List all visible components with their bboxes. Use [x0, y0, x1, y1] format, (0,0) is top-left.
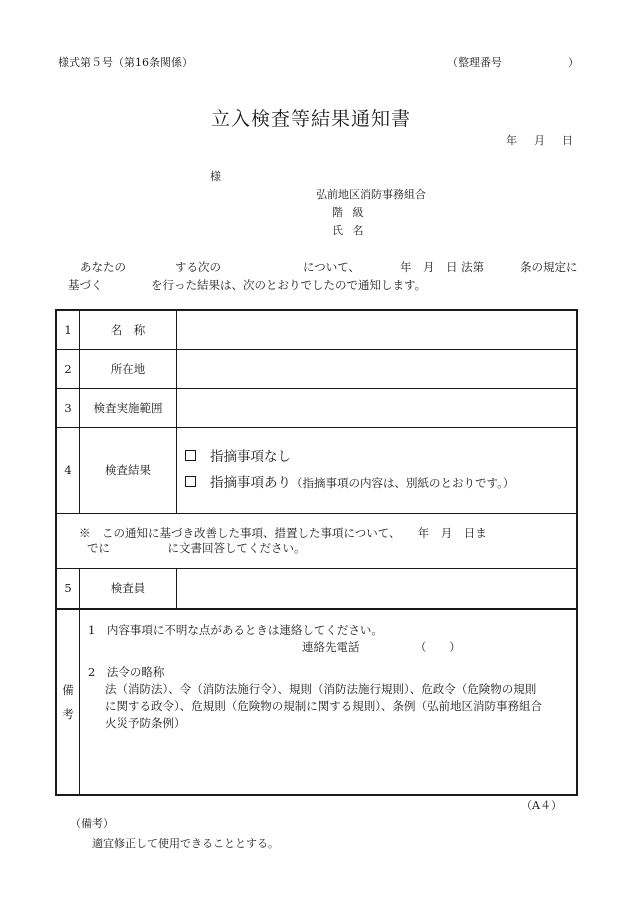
issuer-organization: 弘前地区消防事務組合 [316, 188, 426, 201]
reference-number-close: ） [568, 56, 579, 69]
reply-notice [56, 513, 577, 568]
remarks-label [56, 609, 80, 795]
remarks-content [80, 609, 578, 795]
intro-text-3: について、 [303, 260, 361, 274]
issuer-name: 氏 名 [332, 224, 367, 237]
row-number: 4 [56, 427, 80, 513]
row-number: 1 [56, 310, 80, 349]
table-row-scope [56, 388, 577, 427]
inspector-field[interactable] [177, 568, 578, 609]
issue-date: 年 月 日 [506, 134, 576, 147]
contact-phone-line [88, 639, 570, 656]
intro-text-6: 基づく [68, 278, 103, 292]
document-title: 立入検査等結果通知書 [211, 108, 412, 130]
remarks-label-char-2: 考 [62, 707, 74, 721]
location-field[interactable] [177, 349, 578, 388]
remarks-item-2-line-3: 火災予防条例） [105, 716, 186, 730]
remarks-item-1: 1 内容事項に不明な点があるときは連絡してください。 [88, 623, 383, 637]
table-row-result [56, 427, 577, 513]
row-number: 3 [56, 388, 80, 427]
notes-heading: （備考） [70, 817, 114, 830]
checkbox-icon[interactable] [185, 450, 196, 461]
table-row-location [56, 349, 577, 388]
reply-notice-line-1: ※ この通知に基づき改善した事項、措置した事項について、 年 月 日ま [79, 525, 487, 540]
result-options [177, 427, 578, 513]
intro-text-7: を行った結果は、次のとおりでしたので通知します。 [151, 278, 427, 292]
intro-text-1: あなたの [80, 260, 126, 274]
remarks-item-2-line-2: に関する政令）、危規則（危険物の規制に関する規則）、条例（弘前地区消防事務組合 [105, 699, 542, 713]
contact-phone-label: 連絡先電話 [302, 640, 360, 654]
row-label-inspector: 検査員 [80, 568, 177, 609]
intro-text-4: 年 月 日 法第 [400, 260, 485, 274]
result-option-found-label: 指摘事項あり [210, 475, 291, 491]
table-row-notice [56, 513, 577, 568]
table-row-name [56, 310, 577, 349]
result-option-found-note: （指摘事項の内容は、別紙のとおりです。） [291, 476, 515, 490]
table-row-remarks [56, 609, 577, 795]
form-number: 様式第５号（第16条関係） [58, 56, 193, 69]
row-label-scope: 検査実施範囲 [80, 388, 177, 427]
scope-field[interactable] [177, 388, 578, 427]
recipient-honorific: 様 [210, 170, 221, 183]
paper-size: （A４） [521, 799, 562, 812]
notes-text: 適宜修正して使用できることとする。 [92, 837, 279, 850]
result-option-none-label: 指摘事項なし [210, 449, 291, 465]
row-number: 2 [56, 349, 80, 388]
intro-text-5: 条の規定に [520, 260, 578, 274]
remarks-label-char-1: 備 [62, 683, 74, 697]
name-field[interactable] [177, 310, 578, 349]
reference-number-label: （整理番号 [447, 56, 502, 69]
reply-notice-line-2: でに に文書回答してください。 [87, 540, 306, 555]
contact-phone-parens: （ ） [414, 640, 461, 654]
result-option-none[interactable] [177, 444, 576, 470]
row-label-name: 名 称 [80, 310, 177, 349]
issuer-rank: 階 級 [332, 206, 367, 219]
remarks-item-2-line-1: 法（消防法）、令（消防法施行令）、規則（消防法施行規則）、危政令（危険物の規則 [105, 682, 537, 696]
inspection-form-table [55, 309, 578, 796]
table-row-inspector [56, 568, 577, 609]
row-label-location: 所在地 [80, 349, 177, 388]
row-label-result: 検査結果 [80, 427, 177, 513]
checkbox-icon[interactable] [185, 476, 196, 487]
row-number: 5 [56, 568, 80, 609]
remarks-item-2-title: 2 法令の略称 [88, 665, 165, 679]
intro-text-2: する次の [175, 260, 221, 274]
result-option-found[interactable] [177, 470, 576, 496]
